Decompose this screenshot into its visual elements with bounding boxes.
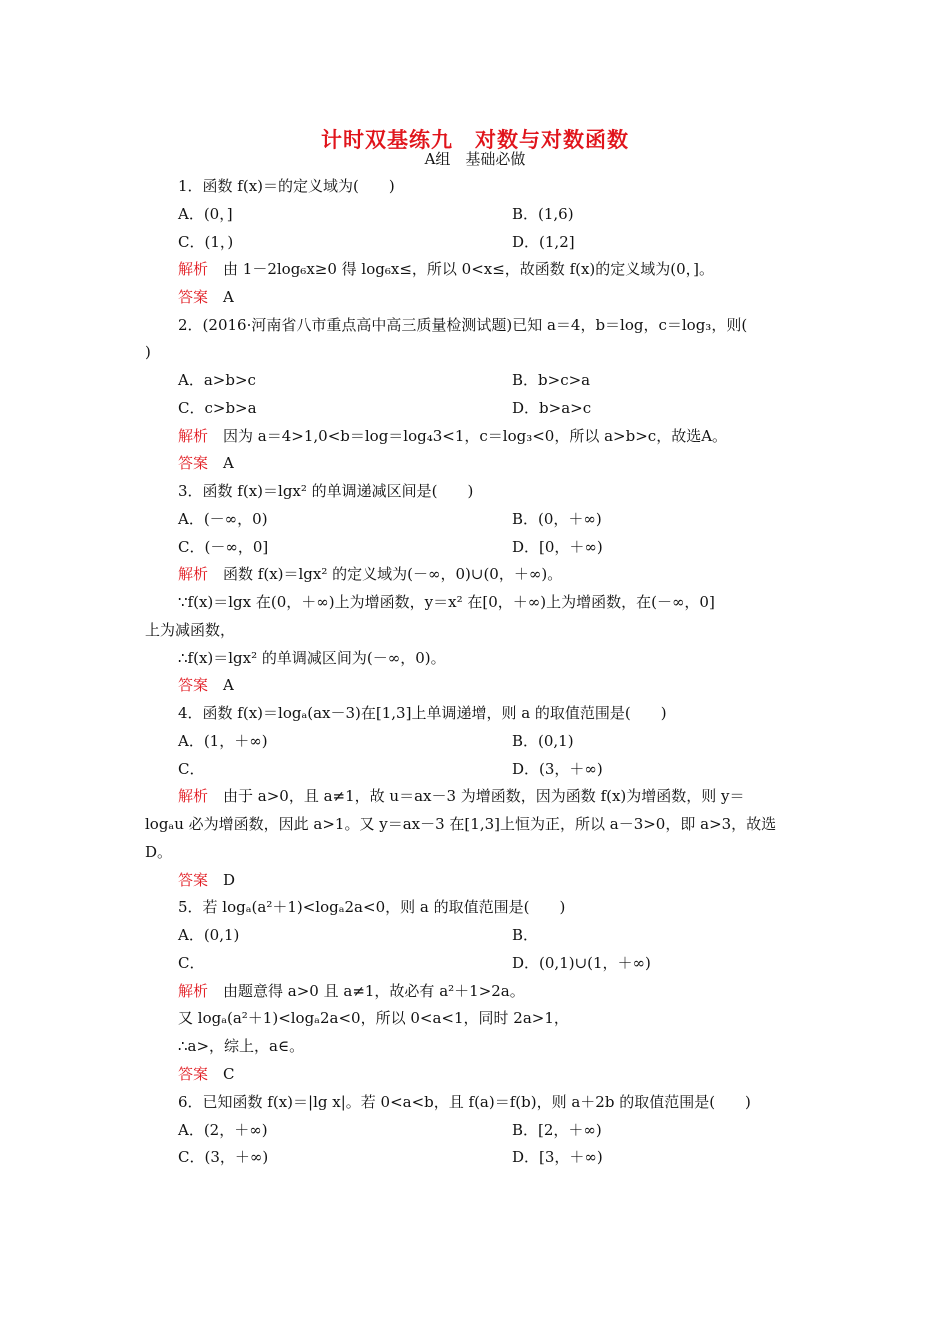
line-text: 1．函数 f(x)＝的定义域为( ) <box>178 177 395 195</box>
text-line <box>145 842 172 862</box>
text-line <box>512 953 651 973</box>
analysis-label: 解析 <box>178 565 209 583</box>
analysis-line <box>178 259 714 279</box>
line-text: D．b>a>c <box>512 399 592 417</box>
line-text: D．(1,2] <box>512 233 575 251</box>
text-line <box>145 814 776 834</box>
text-line <box>145 342 151 362</box>
text-line <box>512 398 591 418</box>
text-line <box>145 620 235 640</box>
text-line <box>512 925 538 945</box>
analysis-label: 解析 <box>178 982 209 1000</box>
text-line <box>178 537 268 557</box>
text-line <box>178 953 204 973</box>
analysis-label: 解析 <box>178 260 209 278</box>
line-text: C． <box>178 954 205 972</box>
section-subtitle: A组 基础必做 <box>424 150 526 168</box>
page-title: 计时双基练九 对数与对数函数 <box>321 128 629 152</box>
text-line <box>512 731 574 751</box>
answer-label: 答案 <box>178 288 209 306</box>
line-text: 由 1－2log₆x≥0 得 log₆x≤，所以 0<x≤，故函数 f(x)的定义域为(0，]。 <box>208 260 715 278</box>
line-text: B．b>c>a <box>512 371 591 389</box>
line-text: B．(0，＋∞) <box>512 510 602 528</box>
line-text: A．a>b>c <box>178 371 256 389</box>
analysis-label: 解析 <box>178 787 209 805</box>
text-line <box>178 897 565 917</box>
line-text: 又 logₐ(a²＋1)<logₐ2a<0，所以 0<a<1，同时 2a>1， <box>178 1009 569 1027</box>
text-line <box>178 315 747 335</box>
line-text: B． <box>512 926 539 944</box>
answer-line <box>178 870 235 890</box>
text-line <box>512 759 603 779</box>
text-line <box>178 1147 268 1167</box>
line-text: 因为 a＝4>1,0<b＝log＝log₄3<1，c＝log₃<0，所以 a>b>c，故选A。 <box>208 427 728 445</box>
line-text: B．[2，＋∞) <box>512 1121 602 1139</box>
text-line <box>178 1120 268 1140</box>
line-text: ∴a>，综上，a∈。 <box>178 1037 305 1055</box>
analysis-label: 解析 <box>178 427 209 445</box>
text-line <box>178 731 268 751</box>
text-line <box>512 370 590 390</box>
text-line <box>178 176 395 196</box>
line-text: C．(1，) <box>178 233 234 251</box>
line-text: A．(0,1) <box>178 926 240 944</box>
line-text: C．c>b>a <box>178 399 257 417</box>
analysis-line <box>178 426 727 446</box>
line-text: 由题意得 a>0 且 a≠1，故必有 a²＋1>2a。 <box>208 982 525 1000</box>
line-text: A．(2，＋∞) <box>178 1121 268 1139</box>
answer-line <box>178 453 234 473</box>
line-text: 4．函数 f(x)＝logₐ(ax－3)在[1,3]上单调递增，则 a 的取值范围是( ) <box>178 704 667 722</box>
text-line <box>178 925 239 945</box>
line-text: C． <box>178 760 205 778</box>
line-text: ) <box>145 343 151 361</box>
text-line <box>178 481 473 501</box>
text-line <box>178 1092 751 1112</box>
line-text: B．(1,6) <box>512 205 574 223</box>
line-text: A．(－∞，0) <box>178 510 268 528</box>
line-text: ∵f(x)＝lgx 在(0，＋∞)上为增函数，y＝x² 在[0，＋∞)上为增函数，在(－∞，0] <box>178 593 715 611</box>
answer-label: 答案 <box>178 676 209 694</box>
answer-label: 答案 <box>178 871 209 889</box>
line-text: 上为减函数， <box>145 621 236 639</box>
line-text: A．(0，] <box>178 205 233 223</box>
line-text: A．(1，＋∞) <box>178 732 268 750</box>
text-line <box>178 1008 569 1028</box>
answer-line <box>178 675 234 695</box>
answer-line <box>178 287 234 307</box>
answer-label: 答案 <box>178 1065 209 1083</box>
line-text: D．[3，＋∞) <box>512 1148 603 1166</box>
line-text: B．(0,1) <box>512 732 574 750</box>
text-line <box>178 204 233 224</box>
line-text: 5．若 logₐ(a²＋1)<logₐ2a<0，则 a 的取值范围是( ) <box>178 898 566 916</box>
line-text: D。 <box>145 843 173 861</box>
line-text: C <box>208 1065 235 1083</box>
text-line <box>512 1147 603 1167</box>
line-text: 函数 f(x)＝lgx² 的定义域为(－∞，0)∪(0，＋∞)。 <box>208 565 563 583</box>
analysis-line <box>178 981 525 1001</box>
text-line <box>512 509 602 529</box>
answer-line <box>178 1064 235 1084</box>
line-text: D．(3，＋∞) <box>512 760 603 778</box>
line-text: C．(－∞，0] <box>178 538 269 556</box>
line-text: logₐu 必为增函数，因此 a>1。又 y＝ax－3 在[1,3]上恒为正，所以 a－3>0，即 a>3，故选 <box>145 815 777 833</box>
line-text: D．(0,1)∪(1，＋∞) <box>512 954 651 972</box>
text-line <box>178 398 257 418</box>
line-text: ∴f(x)＝lgx² 的单调减区间为(－∞，0)。 <box>178 649 446 667</box>
text-line <box>512 1120 602 1140</box>
line-text: A <box>208 676 234 694</box>
text-line <box>178 232 233 252</box>
analysis-line <box>178 564 562 584</box>
line-text: C．(3，＋∞) <box>178 1148 269 1166</box>
line-text: 由于 a>0，且 a≠1，故 u＝ax－3 为增函数，因为函数 f(x)为增函数，则 y＝ <box>208 787 745 805</box>
text-line <box>512 204 574 224</box>
text-line <box>512 537 603 557</box>
answer-label: 答案 <box>178 454 209 472</box>
line-text: A <box>208 288 234 306</box>
line-text: 2．(2016·河南省八市重点高中高三质量检测试题)已知 a＝4，b＝log，c＝log₃，则( <box>178 316 748 334</box>
text-line <box>178 1036 304 1056</box>
text-line <box>178 370 256 390</box>
line-text: D <box>208 871 236 889</box>
text-line <box>178 592 715 612</box>
analysis-line <box>178 786 745 806</box>
line-text: 3．函数 f(x)＝lgx² 的单调递减区间是( ) <box>178 482 474 500</box>
text-line <box>512 232 575 252</box>
line-text: D．[0，＋∞) <box>512 538 603 556</box>
text-line <box>178 509 268 529</box>
text-line <box>178 703 667 723</box>
text-line <box>178 648 446 668</box>
line-text: 6．已知函数 f(x)＝|lg x|。若 0<a<b，且 f(a)＝f(b)，则 a＋2b 的取值范围是( ) <box>178 1093 751 1111</box>
text-line <box>178 759 204 779</box>
line-text: A <box>208 454 234 472</box>
